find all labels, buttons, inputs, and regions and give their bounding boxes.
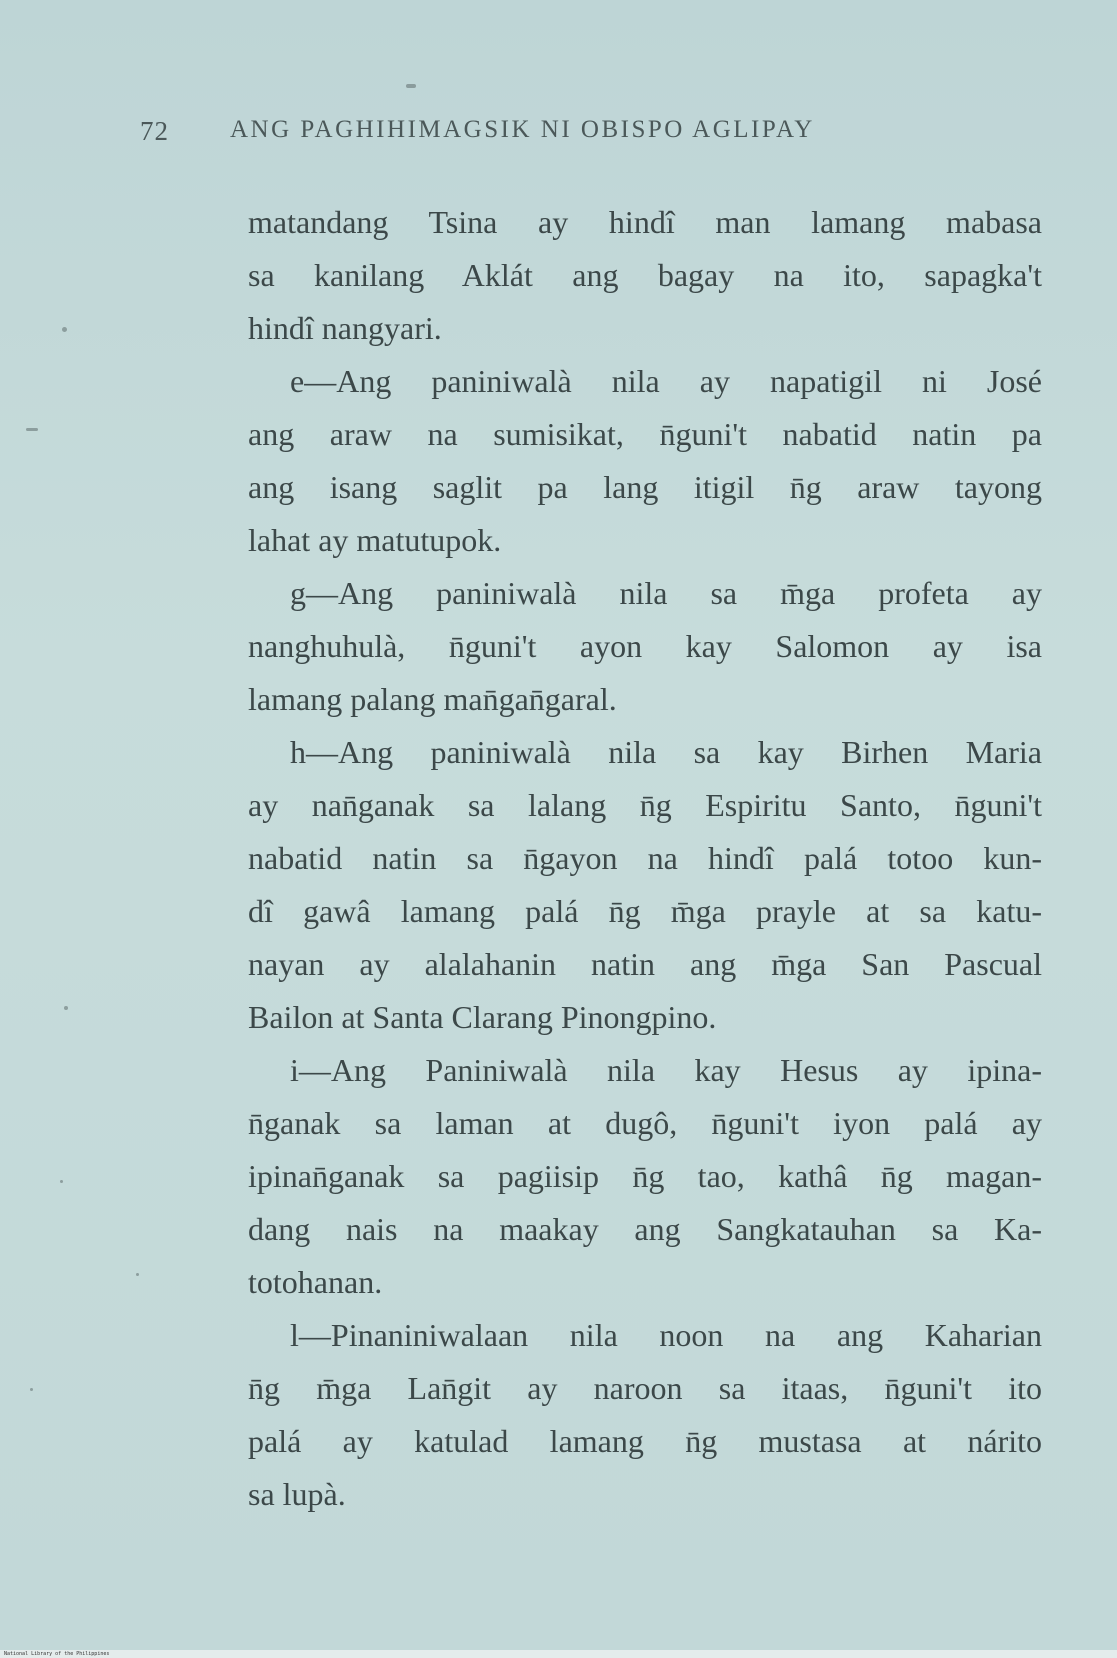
paragraph-e (248, 355, 1042, 567)
text-line: ang isang saglit pa lang itigil n̄g araw tayong (248, 469, 1042, 505)
scan-speck (30, 1388, 33, 1391)
text-line: totohanan. (248, 1264, 383, 1300)
scan-speck (26, 428, 38, 431)
paragraph-i (248, 1044, 1042, 1309)
paragraph-l (248, 1309, 1042, 1521)
paragraph-h (248, 726, 1042, 1044)
running-title: ANG PAGHIHIMAGSIK NI OBISPO AGLIPAY (230, 116, 815, 143)
text-line: i—Ang Paniniwalà nila kay Hesus ay ipina- (290, 1052, 1042, 1088)
text-line: g—Ang paniniwalà nila sa m̄ga profeta ay (290, 575, 1042, 611)
scan-speck (60, 1180, 63, 1183)
text-line: Bailon at Santa Clarang Pinongpino. (248, 999, 717, 1035)
scan-speck (62, 327, 67, 332)
scan-speck (64, 1006, 68, 1010)
scan-speck (136, 1273, 139, 1276)
body-text (248, 196, 1042, 1521)
text-line: n̄ganak sa laman at dugô, n̄guni't iyon palá ay (248, 1105, 1042, 1141)
text-line: hindî nangyari. (248, 310, 442, 346)
text-line: lamang palang man̄gan̄garal. (248, 681, 617, 717)
text-line: matandang Tsina ay hindî man lamang mabasa (248, 204, 1042, 240)
page-number: 72 (140, 116, 169, 146)
text-line: lahat ay matutupok. (248, 522, 502, 558)
running-head (140, 112, 1040, 152)
text-line: ay nan̄ganak sa lalang n̄g Espiritu Santo, n̄guni't (248, 787, 1042, 823)
text-line: e—Ang paniniwalà nila ay napatigil ni José (290, 363, 1042, 399)
text-line: l—Pinaniniwalaan nila noon na ang Kaharian (290, 1317, 1042, 1353)
text-line: palá ay katulad lamang n̄g mustasa at nárito (248, 1423, 1042, 1459)
text-line: ipinan̄ganak sa pagiisip n̄g tao, kathâ n̄g magan- (248, 1158, 1042, 1194)
text-line: sa kanilang Aklát ang bagay na ito, sapagka't (248, 257, 1042, 293)
text-line: h—Ang paniniwalà nila sa kay Birhen Maria (290, 734, 1042, 770)
text-line: nabatid natin sa n̄gayon na hindî palá totoo kun- (248, 840, 1042, 876)
text-line: nanghuhulà, n̄guni't ayon kay Salomon ay isa (248, 628, 1042, 664)
text-line: dang nais na maakay ang Sangkatauhan sa Ka- (248, 1211, 1042, 1247)
paragraph-continuation (248, 196, 1042, 355)
text-line: n̄g m̄ga Lan̄git ay naroon sa itaas, n̄guni't ito (248, 1370, 1042, 1406)
text-line: ang araw na sumisikat, n̄guni't nabatid natin pa (248, 416, 1042, 452)
paragraph-g (248, 567, 1042, 726)
text-line: sa lupà. (248, 1476, 346, 1512)
text-line: dî gawâ lamang palá n̄g m̄ga prayle at sa katu- (248, 893, 1042, 929)
scan-speck (406, 84, 416, 88)
library-credit: National Library of the Philippines (4, 1651, 110, 1657)
text-line: nayan ay alalahanin natin ang m̄ga San Pascual (248, 946, 1042, 982)
